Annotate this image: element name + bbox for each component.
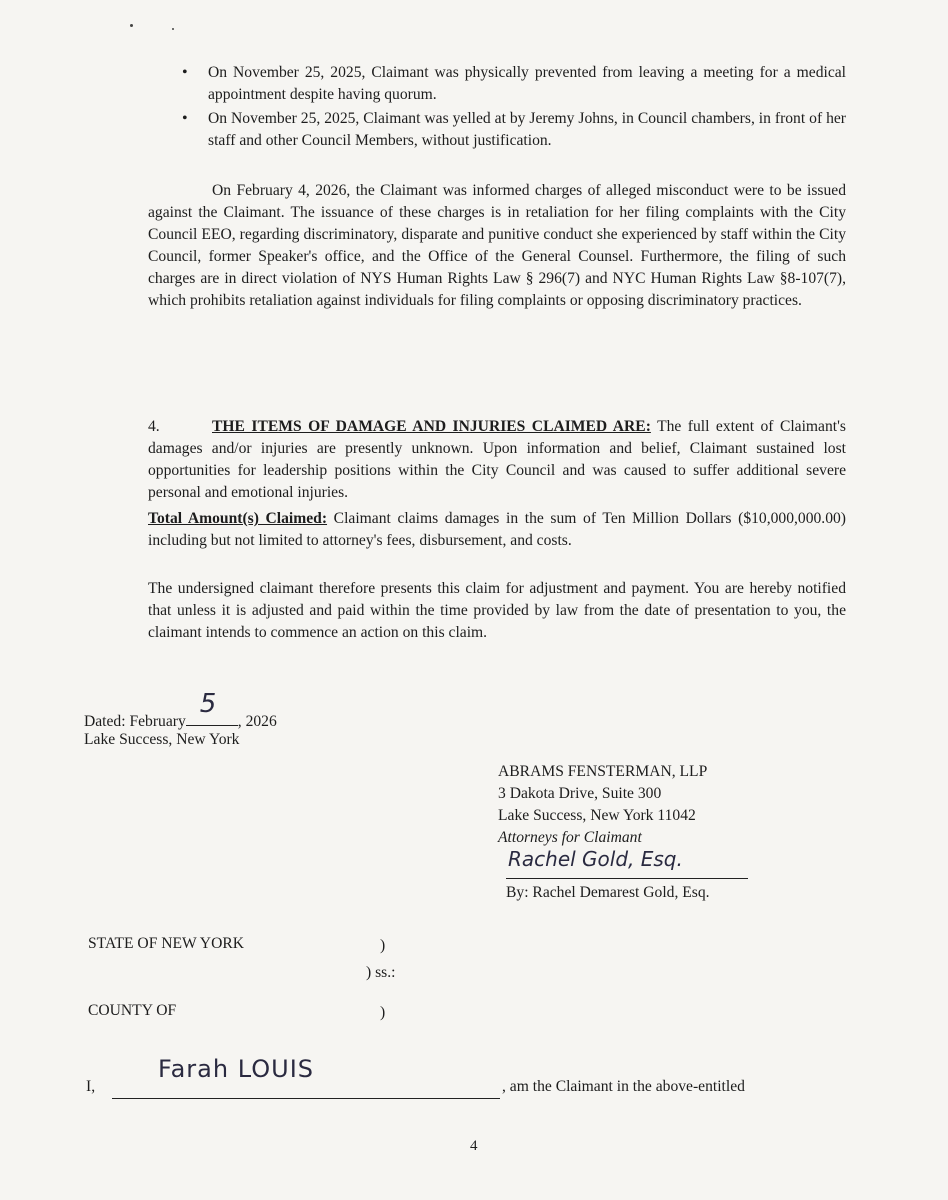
dated-suffix: , 2026 [237, 713, 277, 730]
attorney-by-line: By: Rachel Demarest Gold, Esq. [506, 884, 710, 901]
total-heading: Total Amount(s) Claimed: [148, 510, 328, 527]
dated-prefix: Dated: February [84, 713, 186, 730]
total-claimed-paragraph [148, 508, 846, 552]
bullet-item: • On November 25, 2025, Claimant was physically prevented from leaving a meeting for a medical appointment despite having quorum. [178, 62, 846, 106]
venue-state: STATE OF NEW YORK [88, 935, 244, 952]
venue-paren: ) [380, 1004, 386, 1021]
attorney-signature: Rachel Gold, Esq. [508, 847, 683, 871]
affirmation-prefix: I, [86, 1078, 96, 1095]
claimant-name-handwritten: Farah LOUIS [158, 1055, 315, 1083]
retaliation-paragraph: On February 4, 2026, the Claimant was informed charges of alleged misconduct were to be issued against the Claimant. The issuance of these charges is in retaliation for her filing complaints with the City Council EEO, regarding discriminatory, disparate and punitive conduct she experienced by staff within the City Council, former Speaker's office, and the Office of the General Counsel. Furthermore, the filing of such charges are in direct violation of NYS Human Rights Law § 296(7) and NYC Human Rights Law §8-107(7), which prohibits retaliation against individuals for filing complaints or opposing discriminatory practices. [148, 182, 846, 309]
firm-address-1: 3 Dakota Drive, Suite 300 [498, 785, 662, 802]
firm-role: Attorneys for Claimant [498, 829, 642, 846]
dated-day-handwritten: 5 [199, 689, 217, 719]
section-4-paragraph [148, 416, 846, 504]
page-number: 4 [470, 1138, 478, 1154]
notice-paragraph: The undersigned claimant therefore presents this claim for adjustment and payment. You are hereby notified that unless it is adjusted and paid within the time provided by law from the date of presentation to you, the claimant intends to commence an action on this claim. [148, 580, 846, 641]
dated-location: Lake Success, New York [84, 731, 240, 748]
bullet-item: • On November 25, 2025, Claimant was yelled at by Jeremy Johns, in Council chambers, in front of her staff and other Council Members, without justification. [178, 108, 846, 152]
signature-line [506, 878, 748, 879]
firm-address-2: Lake Success, New York 11042 [498, 807, 696, 824]
scan-speck [130, 24, 133, 27]
section-heading: THE ITEMS OF DAMAGE AND INJURIES CLAIMED ARE: [212, 418, 651, 435]
venue-ss: ) ss.: [366, 964, 396, 981]
venue-county: COUNTY OF [88, 1002, 177, 1019]
venue-paren: ) [380, 937, 386, 954]
section-text: The full extent of Claimant's damages and/or injuries are presently unknown. Upon information and belief, Claimant sustained lost opportunities for leadership positions within the City Council and was caused to suffer additional severe personal and emotional injuries. [148, 418, 846, 501]
scan-speck [172, 28, 174, 30]
affirmation-suffix: , am the Claimant in the above-entitled [502, 1078, 745, 1095]
firm-name: ABRAMS FENSTERMAN, LLP [498, 763, 708, 780]
bullet-list [178, 62, 846, 154]
section-number: 4. [148, 418, 160, 435]
total-text: Claimant claims damages in the sum of Ten Million Dollars ($10,000,000.00) including but not limited to attorney's fees, disbursement, and costs. [148, 510, 846, 549]
name-fill-line [112, 1098, 500, 1099]
